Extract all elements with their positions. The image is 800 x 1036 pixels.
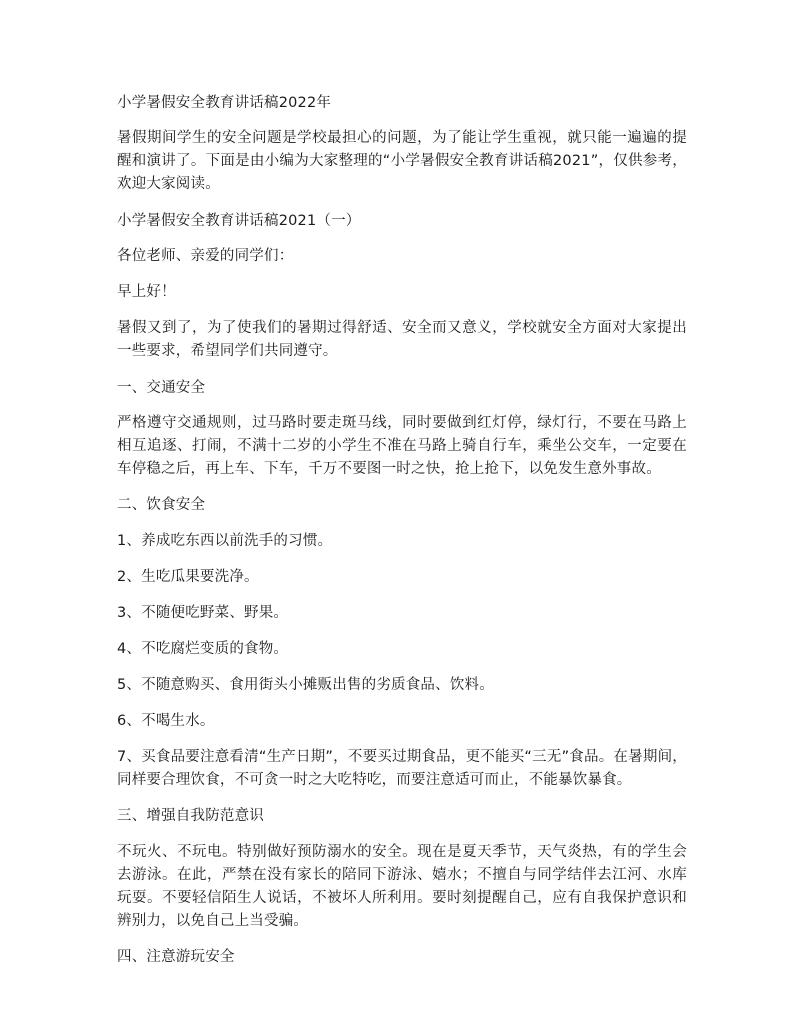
list-item: 1、养成吃东西以前洗手的习惯。 <box>117 533 333 549</box>
self-protection-paragraph: 不玩火、不玩电。特别做好预防溺水的安全。现在是夏天季节，天气炎热，有的学生会去游泳。在此，严禁在没有家长的陪同下游泳、嬉水；不擅自与同学结伴去江河、水库玩耍。不要轻信陌生人说话，不被坏人所利用。要时刻提醒自己，应有自我保护意识和辨别力，以免自己上当受骗。 <box>117 844 687 929</box>
section-heading-play: 四、注意游玩安全 <box>117 949 235 965</box>
list-item: 7、买食品要注意看清“生产日期”，不要买过期食品，更不能买“三无”食品。在暑期间，同样要合理饮食，不可贪一时之大吃特吃，而要注意适可而止，不能暴饮暴食。 <box>117 749 687 788</box>
opening-paragraph: 暑假又到了，为了使我们的暑期过得舒适、安全而又意义，学校就安全方面对大家提出一些要求，希望同学们共同遵守。 <box>117 320 687 359</box>
list-item: 4、不吃腐烂变质的食物。 <box>117 641 289 657</box>
list-item: 6、不喝生水。 <box>117 713 215 729</box>
intro-paragraph: 暑假期间学生的安全问题是学校最担心的问题，为了能让学生重视，就只能一遍遍的提醒和演讲了。下面是由小编为大家整理的“小学暑假安全教育讲话稿2021”，仅供参考，欢迎大家阅读。 <box>117 130 687 192</box>
list-item: 2、生吃瓜果要洗净。 <box>117 569 259 585</box>
section-heading-food: 二、饮食安全 <box>117 497 206 513</box>
salutation: 各位老师、亲爱的同学们： <box>117 248 294 264</box>
list-item: 3、不随便吃野菜、野果。 <box>117 605 289 621</box>
greeting: 早上好！ <box>117 284 176 300</box>
document-title: 小学暑假安全教育讲话稿2022年 <box>117 95 332 111</box>
speech-subtitle: 小学暑假安全教育讲话稿2021（一） <box>117 213 361 229</box>
section-heading-traffic: 一、交通安全 <box>117 380 206 396</box>
list-item: 5、不随意购买、食用街头小摊贩出售的劣质食品、饮料。 <box>117 677 494 693</box>
traffic-paragraph: 严格遵守交通规则，过马路时要走斑马线，同时要做到红灯停，绿灯行，不要在马路上相互追逐、打闹，不满十二岁的小学生不准在马路上骑自行车，乘坐公交车，一定要在车停稳之后，再上车、下车，千万不要图一时之快，抢上抢下，以免发生意外事故。 <box>117 415 687 477</box>
document-page <box>117 92 687 969</box>
section-heading-self-protection: 三、增强自我防范意识 <box>117 808 264 824</box>
